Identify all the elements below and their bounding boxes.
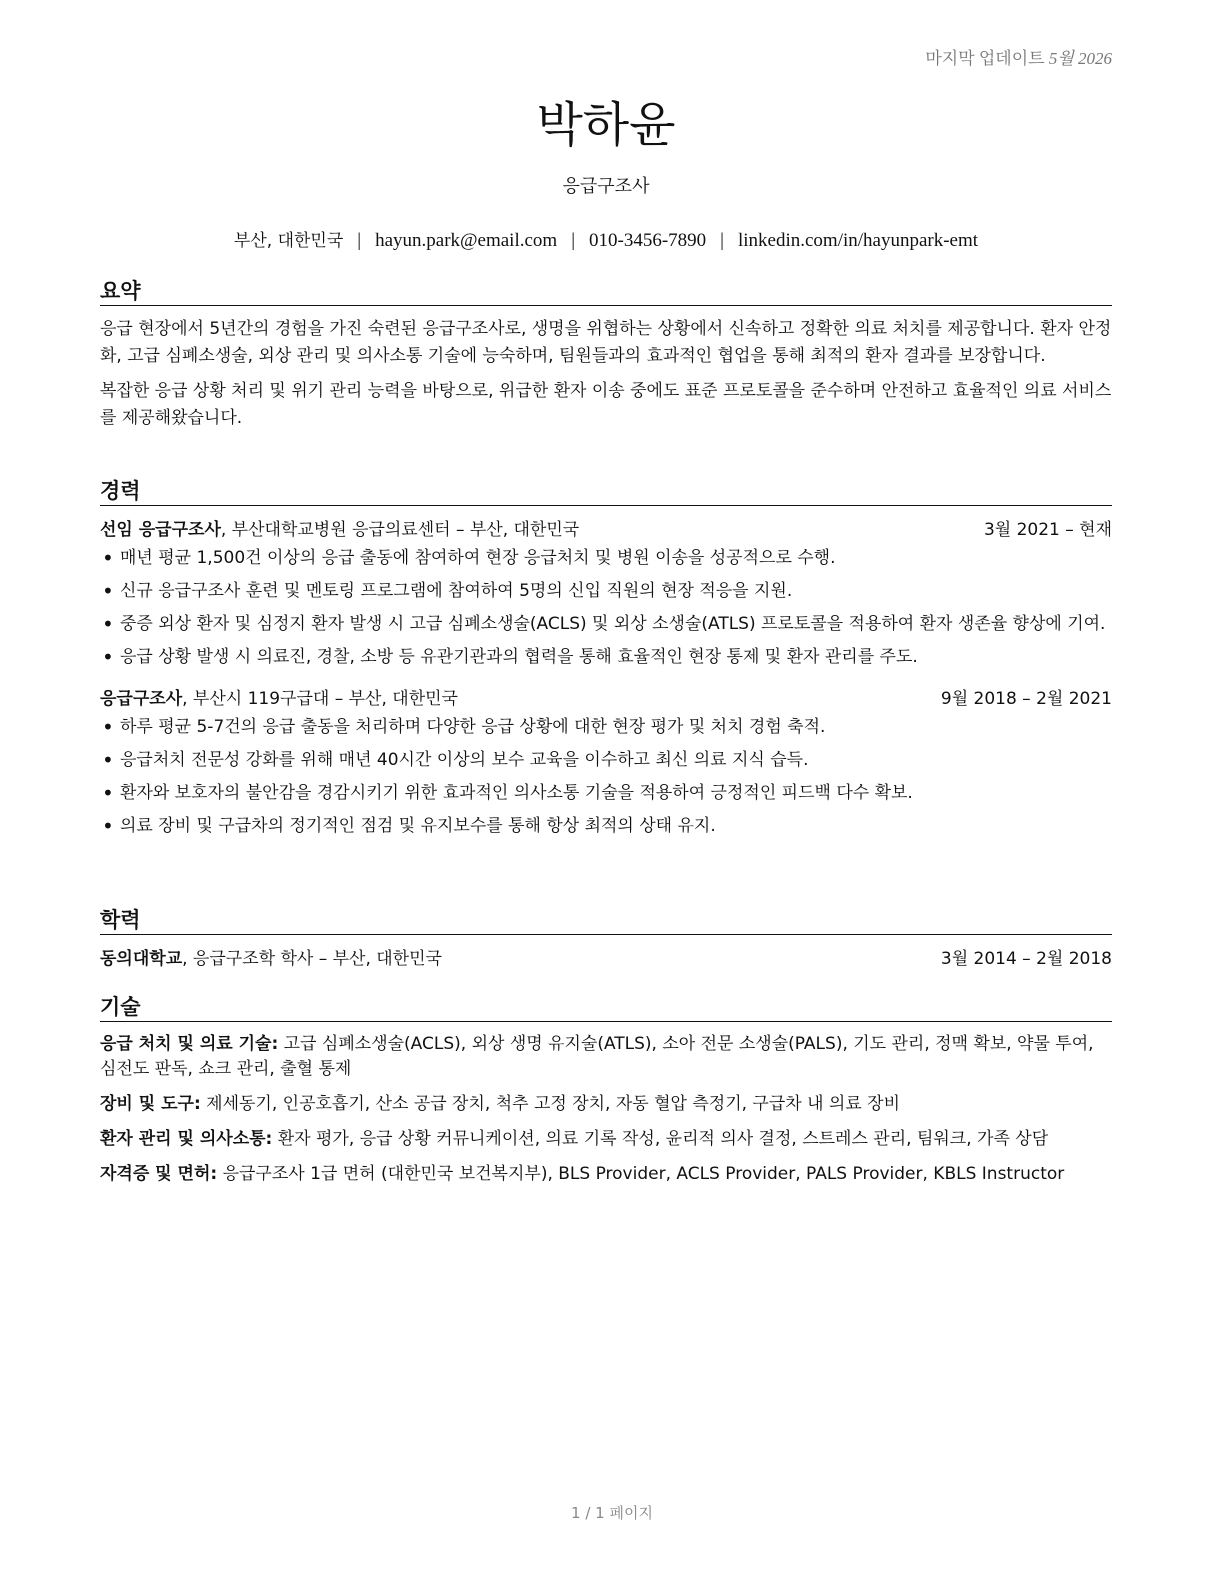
summary-title: 요약 (100, 278, 1112, 306)
summary-paragraph: 응급 현장에서 5년간의 경험을 가진 숙련된 응급구조사로, 생명을 위협하는 상황에서 신속하고 정확한 의료 처치를 제공합니다. 환자 안정화, 고급 심폐소생술, 외상 관리 및 의사소통 기술에 능숙하며, 팀원들과의 효과적인 협업을 통해 최적의 환자 결과를 보장합니다. (100, 319, 1112, 366)
skill-row (100, 1162, 1112, 1187)
updated-year: 2026 (1078, 49, 1112, 68)
skill-label: 자격증 및 면허: (100, 1164, 218, 1184)
list-item: • 의료 장비 및 구급차의 정기적인 점검 및 유지보수를 통해 항상 최적의 상태 유지. (100, 814, 1112, 838)
job-org: , 부산시 119구급대 – 부산, 대한민국 (182, 689, 458, 709)
skill-text: 환자 평가, 응급 상황 커뮤니케이션, 의료 기록 작성, 윤리적 의사 결정, 스트레스 관리, 팀워크, 가족 상담 (272, 1129, 1049, 1149)
skill-label: 환자 관리 및 의사소통: (100, 1129, 273, 1149)
job-bullets (100, 715, 1112, 838)
skill-label: 장비 및 도구: (100, 1094, 201, 1114)
education-dates: 3월 2014 – 2월 2018 (940, 949, 1112, 969)
job-dates: 3월 2021 – 현재 (983, 520, 1112, 540)
skill-row (100, 1032, 1112, 1082)
skill-row (100, 1127, 1112, 1152)
contact-location: 부산, 대한민국 (233, 231, 344, 251)
job-header (100, 516, 1112, 544)
list-item: • 중증 외상 환자 및 심정지 환자 발생 시 고급 심폐소생술(ACLS) 및 외상 소생술(ATLS) 프로토콜을 적용하여 환자 생존율 향상에 기여. (100, 612, 1112, 636)
skill-text: 제세동기, 인공호흡기, 산소 공급 장치, 척추 고정 장치, 자동 혈압 측정기, 구급차 내 의료 장비 (200, 1094, 901, 1114)
list-item: • 신규 응급구조사 훈련 및 멘토링 프로그램에 참여하여 5명의 신입 직원의 현장 적응을 지원. (100, 579, 1112, 603)
job-org: , 부산대학교병원 응급의료센터 – 부산, 대한민국 (220, 520, 580, 540)
skill-text: 응급구조사 1급 면허 (대한민국 보건복지부), BLS Provider, ACLS Provider, PALS Provider, KBLS Instructor (217, 1164, 1065, 1184)
last-updated (925, 44, 1112, 69)
list-item: • 매년 평균 1,500건 이상의 응급 출동에 참여하여 현장 응급처치 및 병원 이송을 성공적으로 수행. (100, 546, 1112, 570)
job-position: 선임 응급구조사 (100, 520, 221, 540)
education-entry (100, 945, 1112, 973)
page-number: 1 / 1 페이지 (571, 1504, 653, 1522)
skill-text: 고급 심폐소생술(ACLS), 외상 생명 유지술(ATLS), 소아 전문 소생술(PALS), 기도 관리, 정맥 확보, 약물 투여, 심전도 판독, 쇼크 관리, 출혈 통제 (100, 1034, 1094, 1079)
contact-separator: | (357, 230, 362, 251)
contact-separator: | (571, 230, 575, 251)
skill-label: 응급 처치 및 의료 기술: (100, 1034, 279, 1054)
list-item: • 응급처치 전문성 강화를 위해 매년 40시간 이상의 보수 교육을 이수하고 최신 의료 지식 습득. (100, 748, 1112, 772)
list-item: • 응급 상황 발생 시 의료진, 경찰, 소방 등 유관기관과의 협력을 통해 효율적인 현장 통제 및 환자 관리를 주도. (100, 645, 1112, 669)
job-header (100, 685, 1112, 713)
contact-phone: 010-3456-7890 (589, 230, 707, 251)
updated-month: 5월 (1048, 49, 1074, 68)
candidate-name: 박하윤 (536, 97, 676, 153)
job-position: 응급구조사 (100, 689, 183, 709)
job-bullets (100, 546, 1112, 669)
contact-linkedin-link[interactable]: linkedin.com/in/hayunpark-emt (737, 230, 979, 251)
updated-label: 마지막 업데이트 (925, 49, 1045, 68)
education-detail: , 응급구조학 학사 – 부산, 대한민국 (182, 949, 442, 969)
experience-section (100, 478, 1112, 847)
contact-email-link[interactable]: hayun.park@email.com (375, 230, 558, 251)
skills-section (100, 994, 1112, 1197)
job-entry (100, 516, 1112, 669)
job-dates: 9월 2018 – 2월 2021 (940, 689, 1112, 709)
job-entry (100, 685, 1112, 838)
summary-paragraph: 복잡한 응급 상황 처리 및 위기 관리 능력을 바탕으로, 위급한 환자 이송 중에도 표준 프로토콜을 준수하며 안전하고 효율적인 의료 서비스를 제공해왔습니다. (100, 381, 1112, 428)
education-section (100, 907, 1112, 973)
education-title: 학력 (100, 907, 1112, 935)
skill-row (100, 1092, 1112, 1117)
skills-title: 기술 (100, 994, 1112, 1022)
list-item: • 환자와 보호자의 불안감을 경감시키기 위한 효과적인 의사소통 기술을 적용하여 긍정적인 피드백 다수 확보. (100, 781, 1112, 805)
contact-line (100, 226, 1112, 252)
summary-section (100, 278, 1112, 440)
contact-separator: | (720, 230, 724, 251)
candidate-role: 응급구조사 (562, 176, 650, 197)
education-school: 동의대학교 (100, 949, 183, 969)
experience-title: 경력 (100, 478, 1112, 506)
list-item: • 하루 평균 5-7건의 응급 출동을 처리하며 다양한 응급 상황에 대한 현장 평가 및 처치 경험 축적. (100, 715, 1112, 739)
